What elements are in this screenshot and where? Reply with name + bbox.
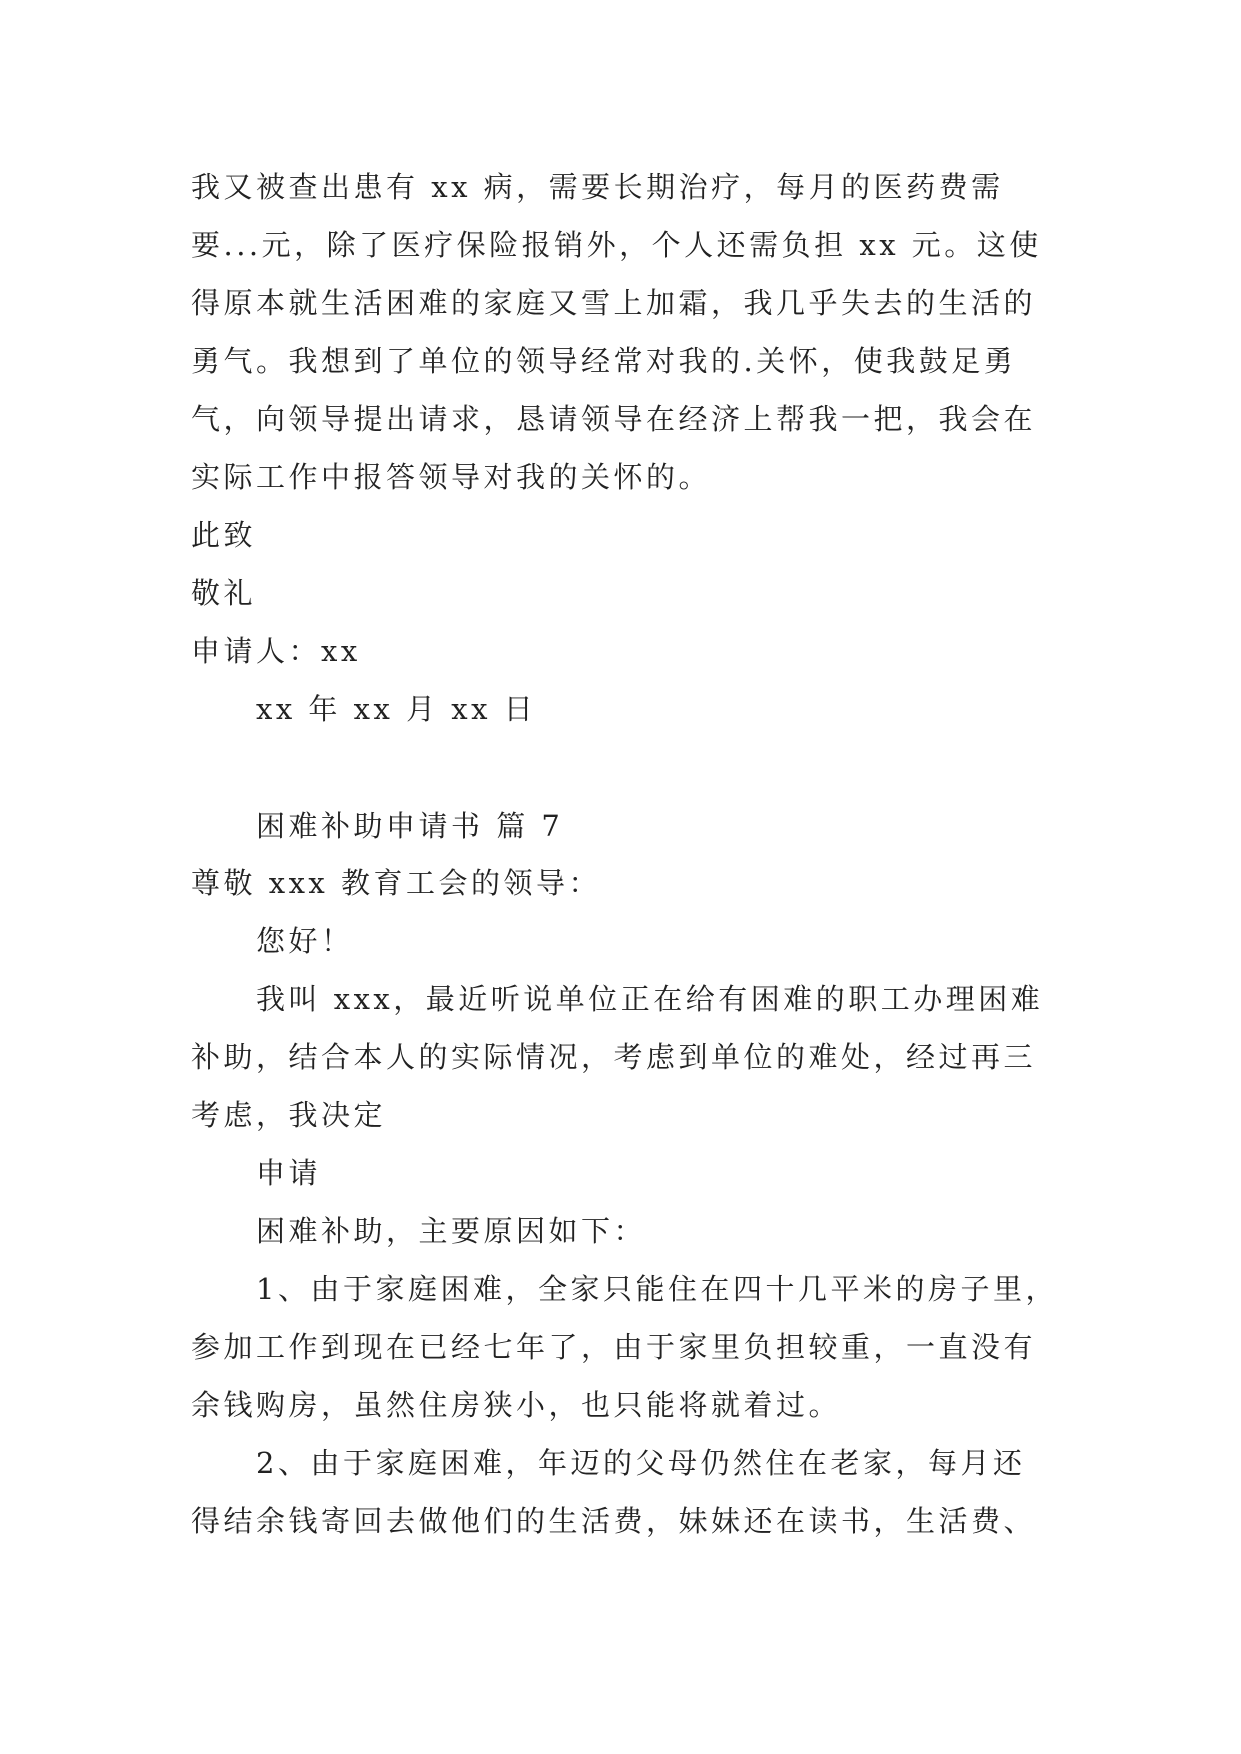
body-text-line: 考虑，我决定 [191, 1098, 387, 1132]
body-text-line: 勇气。我想到了单位的领导经常对我的.关怀，使我鼓足勇 [191, 344, 1017, 378]
list-item-line: 余钱购房，虽然住房狭小，也只能将就着过。 [191, 1388, 842, 1422]
body-text-line: 补助，结合本人的实际情况，考虑到单位的难处，经过再三 [191, 1040, 1037, 1074]
section-heading: 困难补助申请书 篇 7 [256, 809, 564, 843]
body-text-line: 实际工作中报答领导对我的关怀的。 [191, 460, 712, 494]
letter-addressee: 尊敬 xxx 教育工会的领导： [191, 866, 602, 900]
body-text-line: 要...元，除了医疗保险报销外，个人还需负担 xx 元。这使 [191, 228, 1042, 262]
list-item-line: 2、由于家庭困难，年迈的父母仍然住在老家，每月还 [256, 1446, 1026, 1480]
body-text-line: 我叫 xxx，最近听说单位正在给有困难的职工办理困难 [256, 982, 1044, 1016]
list-item-line: 得结余钱寄回去做他们的生活费，妹妹还在读书，生活费、 [191, 1504, 1037, 1538]
list-item-line: 参加工作到现在已经七年了，由于家里负担较重，一直没有 [191, 1330, 1037, 1364]
signature-date: xx 年 xx 月 xx 日 [256, 692, 537, 726]
body-text-line: 气，向领导提出请求，恳请领导在经济上帮我一把，我会在 [191, 402, 1037, 436]
body-text-line: 得原本就生活困难的家庭又雪上加霜，我几乎失去的生活的 [191, 286, 1037, 320]
applicant-signature: 申请人：xx [191, 634, 361, 668]
closing-salutation: 此致 [191, 518, 257, 552]
closing-regards: 敬礼 [191, 576, 257, 610]
body-text-line: 我又被查出患有 xx 病，需要长期治疗，每月的医药费需 [191, 170, 1004, 204]
list-item-line: 1、由于家庭困难，全家只能住在四十几平米的房子里， [256, 1272, 1058, 1306]
body-text-line: 困难补助，主要原因如下： [256, 1214, 647, 1248]
greeting: 您好！ [256, 924, 354, 958]
body-text-line: 申请 [256, 1156, 322, 1190]
